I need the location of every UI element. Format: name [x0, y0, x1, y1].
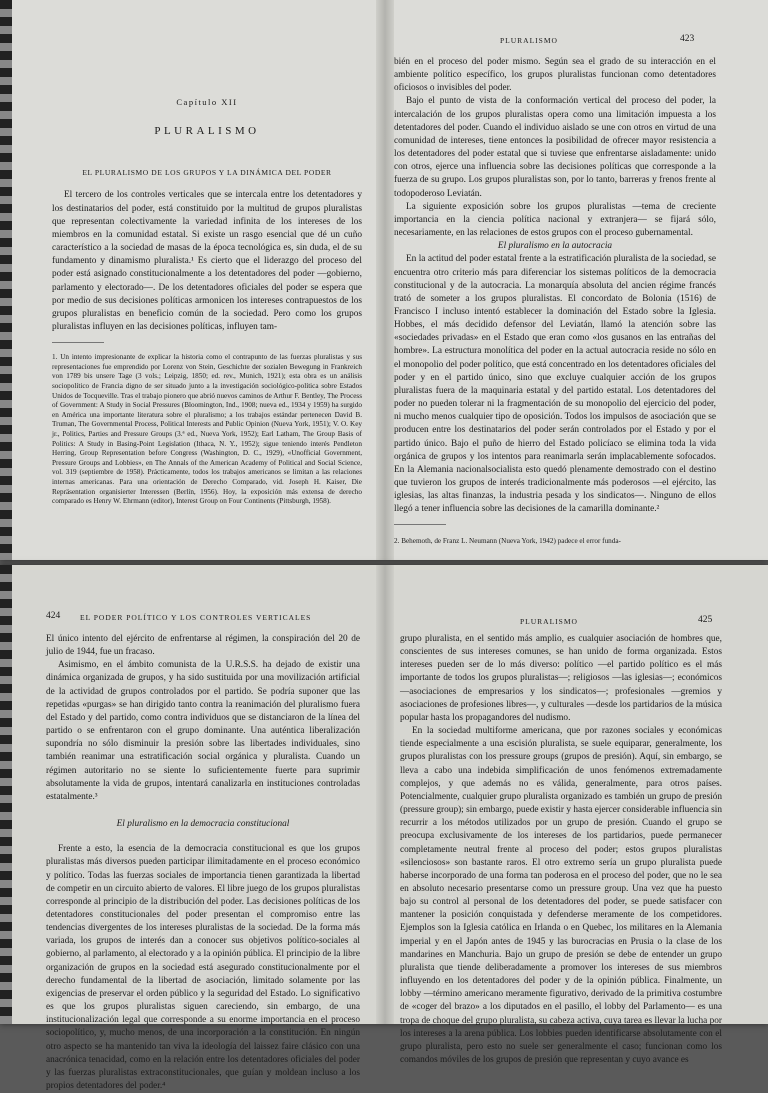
book-gutter	[376, 565, 394, 1024]
footnote-rule	[394, 524, 446, 525]
page-number-left: 424	[46, 611, 61, 621]
chapter-label: Capítulo XII	[176, 97, 238, 107]
spiral-binding	[0, 0, 12, 560]
body-paragraph: Asimismo, en el ámbito comunista de la U.R.S.S. ha dejado de existir una dinámica organizada de grupos, y ha sido sustituida por una movilización artificial de la actividad de grupos controlados por el partido. Se podría suponer que las repetidas «purgas» se han dirigido tanto contra la reanimación del pluralismo fuera del Estado y del partido, como contra individuos que se distanciaron de la línea del partido o se enfrentaron con el grupo dominante. Una auténtica liberalización supondría no sólo disminuir la presión sobre las libertades individuales, sino también reanimar una estratificación social orgánica y pluralista. Cuando un régimen autoritario no se siente lo suficientemente fuerte para suprimir absolutamente la vida de grupos, intentará canalizarla en instituciones controladas estatalmente.³	[46, 660, 360, 802]
footnote-2: 2. Behemoth, de Franz L. Neumann (Nueva York, 1942) padece el error funda-	[394, 537, 621, 546]
right-column-top	[394, 56, 716, 547]
body-paragraph: La siguiente exposición sobre los grupos pluralistas —tema de creciente importancia en la ciencia política nacional y extranjera— se fijará sólo, necesariamente, en las relaciones de estos grupos con el proceso gubernamental.	[394, 201, 716, 239]
body-paragraph: bién en el proceso del poder mismo. Según sea el grado de su interacción en el ambiente político específico, los grupos pluralistas funcionan como detentadores oficiosos o invisibles del poder.	[394, 57, 716, 94]
chapter-title: PLURALISMO	[154, 125, 260, 138]
subheading: El pluralismo en la democracia constitucional	[116, 819, 290, 830]
running-head-left: EL PODER POLÍTICO Y LOS CONTROLES VERTICALES	[80, 613, 312, 622]
body-paragraph: Bajo el punto de vista de la conformación vertical del proceso del poder, la intercalación de los grupos pluralistas opera como una limitación impuesta a los detentadores del poder. Cuando el individuo aislado se une con otros en virtud de una comunidad de intereses, tiene entonces la posibilidad de ofrecer mayor resistencia a los detentadores del poder estatal que si tuviese que enfrentarse aisladamente: unido con otros, ejerce una influencia sobre las decisiones políticas que corresponde a la fuerza de su grupo. Los grupos pluralistas son, por lo tanto, barreras y frenos frente al todopoderoso Leviatán.	[394, 96, 716, 199]
subheading: El pluralismo en la autocracia	[497, 241, 613, 252]
body-paragraph: En la sociedad multiforme americana, que por razones sociales y económicas tiende especialmente a una escisión pluralista, se suele equiparar, generalmente, los grupos pluralistas con los pressure groups (grupos de presión). Aquí, sin embargo, se lleva a cabo una indebida simplificación de unos fenómenos extremadamente complejos, y que además no es válida, generalmente, para otros países. Potencialmente, cualquier grupo pluralista organizado es también un grupo de presión (pressure group); sin embargo, puede existir y hasta ejercer considerable influencia sin recurrir a los métodos utilizados por un grupo de presión. Cuando el grupo se preocupa exclusivamente de los intereses de los partidarios, puede permanecer completamente neutral frente al proceso del poder; estos grupos pluralistas «silenciosos» son bastante raros. El otro extremo sería un grupo pluralista puede haberse incorporado de una forma tan poderosa en el proceso del poder, que no le sea en absoluto necesario presentarse como un pressure group. Una vez que ha puesto bajo su control al personal de los detentadores del poder, se puede satisfacer con mantener la posición conquistada y defenderse meramente de los competidores. Ejemplos son la Iglesia católica en Irlanda o en Quebec, los militares en la Alemania imperial y en el Japón antes de 1945 y las burocracias en Prusia o la clase de los mandarines en Manchuria. Bajo un grupo de presión se debe de entender un grupo pluralista que tiende deliberadamente a promover los intereses de sus miembros influyendo en los detentadores del poder y de la opinión pública. Finalmente, un lobby —término americano meramente figurativo, derivado de la primitiva costumbre de «coger del brazo» a los diputados en el pasillo, el lobby del Parlamento— es una tropa de choque del grupo pluralista, su cabeza activa, cuya tarea es llevar la lucha por los intereses a la arena pública. Los lobbies pueden identificarse absolutamente con el grupo pluralista, pero esto no suele ser generalmente el caso; funcionan como los comandos móviles de los grupos de presión que representan y cuyo avance es	[400, 726, 723, 1065]
body-paragraph: El único intento del ejército de enfrentarse al régimen, la conspiración del 20 de julio de 1944, fue un fracaso.	[46, 634, 360, 658]
footnote-rule	[52, 342, 104, 343]
page-number-right: 425	[698, 615, 713, 625]
running-head-right: PLURALISMO	[520, 617, 578, 626]
left-column-top	[52, 0, 362, 507]
left-column-bottom	[46, 633, 360, 1093]
section-heading: EL PLURALISMO DE LOS GRUPOS Y LA DINÁMICA DEL PODER	[82, 168, 332, 178]
body-paragraph: grupo pluralista, en el sentido más amplio, es cualquier asociación de hombres que, conscientes de sus intereses comunes, se han unido de forma organizada. Estos intereses pueden ser de lo más diverso: político —el partido político es el más importante de todos los grupos pluralistas—; religiosos —las iglesias—; económicos —asociaciones de empresarios y los sindicatos—; profesionales —gremios y asociaciones de profesiones libres—, y culturales —desde los partidarios de la música popular hasta los propagandores del nudismo.	[400, 634, 722, 723]
page-424-425-scan	[0, 565, 768, 1091]
footnote-1: 1. Un intento impresionante de explicar la historia como el contrapunto de las fuerzas pluralistas y sus representaciones fue emprendido por Lorenz von Stein, Geschichte der sozialen Bewegung in Frankreich von 1789 bis unsere Tage (3 vols.; Leipzig, 1850; ed. rev., Munich, 1921); esta obra es un análisis sociopolítico de Francia digno de ser situado junto a la investigación sociológico-política sobre Estados Unidos de Tocqueville. Tras el trabajo pionero que abrió nuevos caminos de Arthur F. Bentley, The Process of Government: A Study in Social Pressures (Bloomington, Ind., 1908; nueva ed., 1934 y 1959) ha surgido en América una importante literatura sobre el pluralismo; a los trabajos estándar pertenecen David B. Truman, The Governmental Process, Political Interests and Public Opinion (Nueva York, 1951); V. O. Key jr., Politics, Parties and Pressure Groups (3.ª ed., Nueva York, 1952); Earl Latham, The Group Basis of Politics: A Study in Basing-Point Legislation (Ithaca, N. Y., 1952); sigue teniendo interés Pendleton Herring, Group Representation before Congress (Washington, D. C., 1929), «Unofficial Government, Pressure Groups and Lobbies», en The Annals of the American Academy of Political and Social Science, vol. 319 (septiembre de 1958). Prácticamente, todos los trabajos americanos se limitan a las relaciones internas americanas. Para una orientación de Derecho Comparado, vid. Joseph H. Kaiser, Die Repräsentation organisierter Interessen (Berlín, 1956). Hoy, la exposición más extensa de derecho comparado es Henry W. Ehrmann (editor), Interest Group on Four Continents (Pittsburgh, 1958).	[52, 353, 362, 506]
book-gutter	[376, 0, 394, 560]
spiral-binding	[0, 565, 12, 1024]
body-paragraph: En la actitud del poder estatal frente a la estratificación pluralista de la sociedad, se encuentra otro criterio más para diferenciar los sistemas políticos de la democracia constitucional y de la autocracia. La monarquía absoluta del ancien régime francés trató de someter a los grupos pluralistas. El concordato de Bolonia (1516) de Francisco I incluso intentó establecer la dominación del Estado sobre la Iglesia. Hobbes, el más decidido defensor del Leviatán, llamó la atención sobre las «sociedades privadas» en el Estado que eran como «los gusanos en las entrañas del hombre». La estructura monolítica del poder en la actual autocracia reside no sólo en el monopolio del poder político, que está concentrado en los detentadores oficiales del poder y en el partido único, sino que excluye cualquier acción de los grupos pluralistas fuera de la maquinaria estatal y del partido estatal. Los detentadores del poder no pueden tolerar ni la fragmentación de su monopolio del ejercicio del poder, ni mucho menos cualquier tipo de oposición. Todos los impulsos de asociación que se producen entre los destinatarios del poder serán controlados por el Estado y por el partido único. Bajo el puño de hierro del Estado policíaco se elimina toda la vida orgánica de grupos y los intentos para reanimarla serán implacablemente sofocados. En la Alemania nacionalsocialista esto quedó plenamente demostrado con el destino que tuvieron los grupos de interés tradicionalmente más poderosos —el ejército, las iglesias, las altas finanzas, la industria pesada y los sindicatos—. Ninguno de ellos llegó a tener influencia sobre las decisiones de la camarilla dominante.²	[394, 254, 716, 515]
page-number: 423	[680, 34, 695, 44]
body-paragraph: El tercero de los controles verticales que se intercala entre los detentadores y los destinatarios del poder, está constituido por la multitud de grupos pluralistas que representan colectivamente la variedad infinita de los intereses de los miembros en la comunidad estatal. Si existe un rasgo esencial que dé un cuño característico a la sociedad de masas de la época tecnológica es, sin duda, el de su fundamento y dinamismo pluralista.¹ Es cierto que el liderazgo del proceso del poder está asignado constitucionalmente a los detentadores del poder —gobierno, parlamento y electorado—. De los detentadores oficiales del poder se espera que por medio de sus decisiones políticas armonicen los intereses contrapuestos de los grupos pluralistas en beneficio común de la sociedad. Pero como los grupos pluralistas influyen en las decisiones políticas, influyen tam-	[52, 190, 362, 333]
body-paragraph: Frente a esto, la esencia de la democracia constitucional es que los grupos pluralistas más diversos pueden participar ilimitadamente en el proceso económico y político. Todas las fuerzas sociales de importancia tienen garantizada la libertad de competir en un circuito abierto de valores. El libre juego de los grupos pluralistas corresponde al principio de la distribución del poder. Las decisiones políticas de los detentadores constitucionales del poder presentan el compromiso entre las tendencias divergentes de los intereses pluralistas de la sociedad. De la forma más variada, los grupos de interés dan a conocer sus objetivos político-sociales al gobierno, al parlamento, al electorado y a la opinión pública. El principio de la libre organización de grupos en la sociedad está asegurado constitucionalmente por el derecho fundamental de la libertad de asociación, limitado solamente por las exigencias de preservar el orden público y la seguridad del Estado. Lo significativo es que los grupos pluralistas siguen careciendo, sin embargo, de una institucionalización legal que corresponde a su enorme importancia en el proceso sociopolítico, y, mucho menos, de una incorporación a la constitución. En ningún otro aspecto se ha mantenido tan viva la ideología del laissez faire clásico con una anacrónica tenacidad, como en la relación entre los detentadores oficiales del poder y las fuerzas pluralistas extraconstitucionales, que guían y moldean incluso a los propios detentadores del poder.⁴	[46, 844, 360, 1091]
right-column-bottom	[400, 633, 722, 1067]
running-head: PLURALISMO	[500, 36, 558, 45]
